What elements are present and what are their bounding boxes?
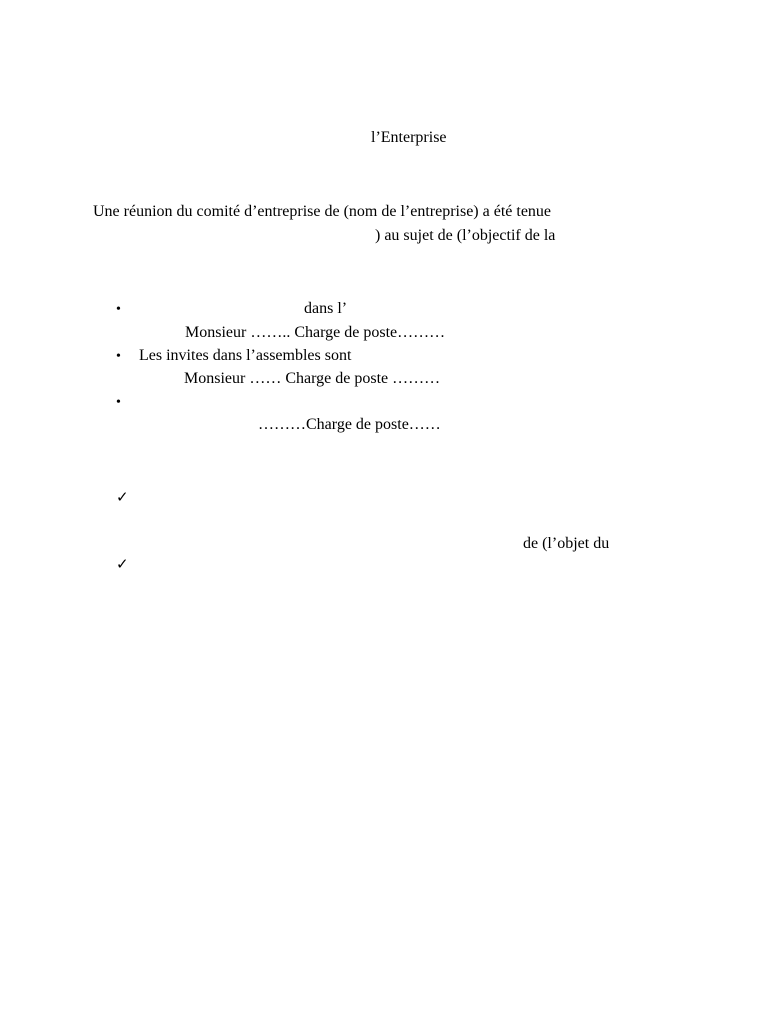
bullet-marker: • bbox=[116, 395, 121, 410]
bullet-text: Les invites dans l’assembles sont bbox=[139, 347, 352, 364]
bullet-marker: • bbox=[116, 302, 121, 317]
checkmark-icon: ✓ bbox=[116, 488, 129, 506]
bullet-marker: • bbox=[116, 349, 121, 364]
intro-line-2: ) au sujet de (l’objectif de la bbox=[375, 227, 556, 244]
bullet-sub-line: ………Charge de poste…… bbox=[258, 416, 441, 433]
bullet-text: dans l’ bbox=[304, 300, 348, 317]
intro-line-1: Une réunion du comité d’entreprise de (nom de l’entreprise) a été tenue bbox=[93, 203, 552, 220]
bullet-sub-line: Monsieur …….. Charge de poste……… bbox=[185, 324, 446, 341]
checkmark-icon: ✓ bbox=[116, 555, 129, 573]
document-title: l’Enterprise bbox=[371, 129, 447, 146]
bullet-sub-line: Monsieur …… Charge de poste ……… bbox=[184, 370, 441, 387]
check-item-trailing-text: de (l’objet du bbox=[523, 535, 610, 552]
